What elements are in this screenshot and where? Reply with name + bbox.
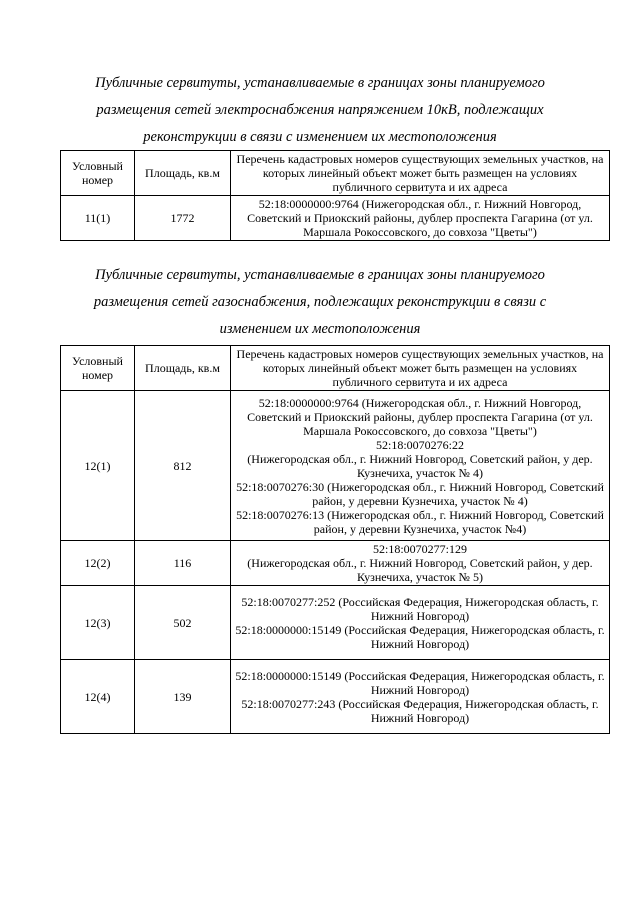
parcel-entry: 52:18:0070277:129	[372, 542, 467, 556]
row-number: 12(4)	[61, 660, 135, 734]
row-parcels	[231, 660, 610, 734]
table-row	[61, 391, 610, 541]
parcel-entry: 52:18:0070276:22	[375, 437, 464, 452]
parcel-entry: 52:18:0070276:30 (Нижегородская обл., г. Нижний Новгород, Советский район, у деревни Кузнечиха, участок № 4)	[236, 479, 604, 508]
parcel-entry: 52:18:0000000:9764 (Нижегородская обл., г. Нижний Новгород, Советский и Приокский районы, дублер проспекта Гагарина (от ул. Маршала Рокоссовского, до совхоза "Цветы")	[247, 395, 593, 438]
table-row	[61, 196, 610, 241]
parcel-entry: 52:18:0070277:252 (Российская Федерация, Нижегородская область, г. Нижний Новгород)	[241, 594, 599, 623]
header-cadastral-list: Перечень кадастровых номеров существующих земельных участков, на которых линейный объект может быть размещен на условиях публичного сервитута и их адреса	[231, 151, 610, 196]
row-number: 11(1)	[61, 196, 135, 241]
table-header-row	[61, 151, 610, 196]
section-2-title-line: размещения сетей газоснабжения, подлежащих реконструкции в связи с	[93, 294, 547, 310]
row-parcels	[231, 541, 610, 586]
row-parcels	[231, 586, 610, 660]
row-number: 12(2)	[61, 541, 135, 586]
table-row	[61, 541, 610, 586]
header-number: Условный номер	[61, 151, 135, 196]
parcel-entry: 52:18:0000000:9764 (Нижегородская обл., г. Нижний Новгород, Советский и Приокский районы, дублер проспекта Гагарина (от ул. Маршала Рокоссовского, до совхоза "Цветы")	[247, 197, 593, 239]
parcel-entry: (Нижегородская обл., г. Нижний Новгород, Советский район, у дер. Кузнечиха, участок № 4)	[247, 451, 593, 480]
table-header-row	[61, 346, 610, 391]
section-1-title-line: Публичные сервитуты, устанавливаемые в границах зоны планируемого	[95, 75, 545, 91]
section-2-title-line: изменением их местоположения	[219, 321, 421, 337]
header-area: Площадь, кв.м	[135, 346, 231, 391]
parcel-entry: 52:18:0070276:13 (Нижегородская обл., г. Нижний Новгород, Советский район, у деревни Кузнечиха, участок №4)	[236, 507, 604, 536]
table-row	[61, 660, 610, 734]
row-area: 812	[135, 391, 231, 541]
section-1-title	[70, 70, 570, 151]
row-area: 502	[135, 586, 231, 660]
row-parcels	[231, 196, 610, 241]
parcel-entry: 52:18:0000000:15149 (Российская Федерация, Нижегородская область, г. Нижний Новгород)	[235, 668, 605, 697]
row-number: 12(1)	[61, 391, 135, 541]
row-area: 116	[135, 541, 231, 586]
parcel-entry: (Нижегородская обл., г. Нижний Новгород, Советский район, у дер. Кузнечиха, участок № 5)	[247, 556, 593, 584]
section-1-title-line: реконструкции в связи с изменением их местоположения	[143, 129, 497, 145]
section-1-title-line: размещения сетей электроснабжения напряжением 10кВ, подлежащих	[96, 102, 544, 118]
header-number: Условный номер	[61, 346, 135, 391]
parcel-entry: 52:18:0000000:15149 (Российская Федерация, Нижегородская область, г. Нижний Новгород)	[235, 622, 605, 651]
header-cadastral-list: Перечень кадастровых номеров существующих земельных участков, на которых линейный объект может быть размещен на условиях публичного сервитута и их адреса	[231, 346, 610, 391]
row-parcels	[231, 391, 610, 541]
section-2-title-line: Публичные сервитуты, устанавливаемые в границах зоны планируемого	[95, 267, 545, 283]
section-1-table	[60, 150, 610, 241]
header-area: Площадь, кв.м	[135, 151, 231, 196]
parcel-entry: 52:18:0070277:243 (Российская Федерация, Нижегородская область, г. Нижний Новгород)	[241, 696, 599, 725]
table-row	[61, 586, 610, 660]
row-number: 12(3)	[61, 586, 135, 660]
section-2-title	[70, 262, 570, 343]
row-area: 139	[135, 660, 231, 734]
section-2-table	[60, 345, 610, 734]
row-area: 1772	[135, 196, 231, 241]
